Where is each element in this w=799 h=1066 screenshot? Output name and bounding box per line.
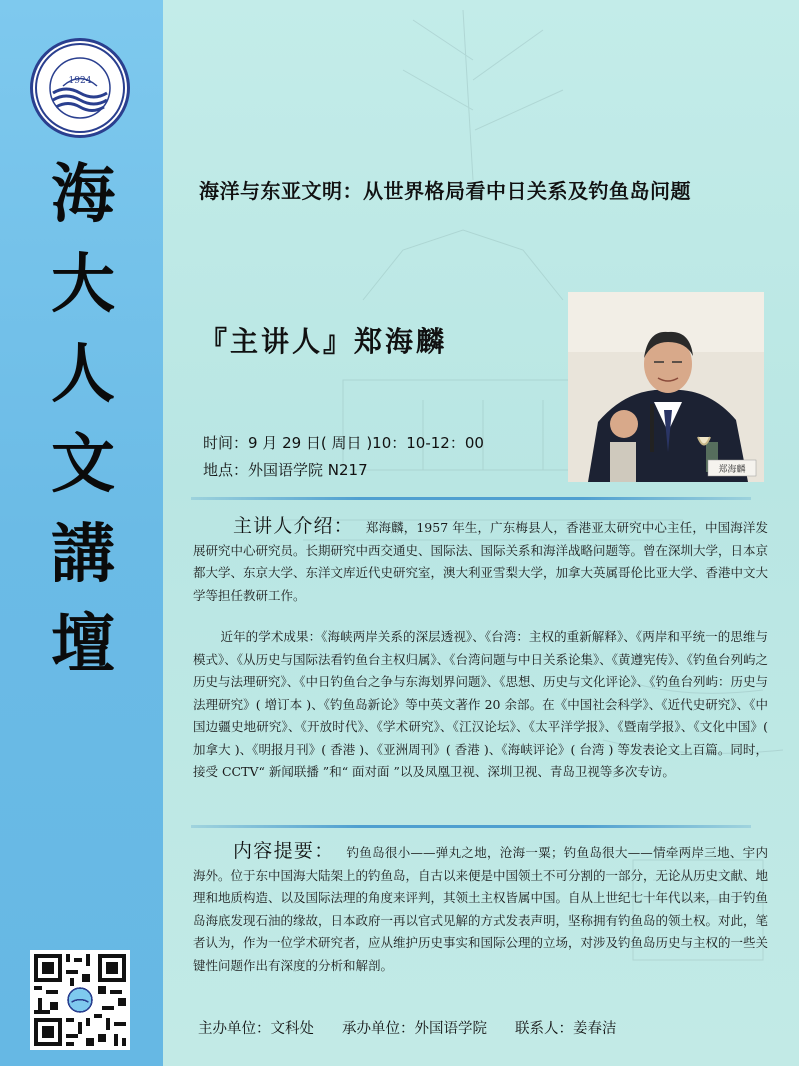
contact-info: 联系人：姜春洁 — [515, 1021, 617, 1037]
footer — [198, 1017, 788, 1038]
speaker-portrait-illustration — [568, 292, 764, 482]
section-divider — [191, 825, 751, 828]
event-time: 时间：9 月 29 日( 周日 )10：10-12：00 — [203, 434, 484, 452]
series-title-char: 文 — [51, 427, 115, 502]
speaker-bio — [193, 515, 768, 607]
qr-code-icon — [30, 950, 130, 1050]
speaker-photo — [568, 292, 764, 482]
series-title-char: 大 — [51, 247, 115, 322]
series-title-char: 海 — [51, 157, 115, 232]
achievements-paragraph: 近年的学术成果：《海峡两岸关系的深层透视》、《台湾：主权的重新解释》、《两岸和平统一的思维与模式》、《从历史与国际法看钓鱼台主权归属》、《台湾问题与中日关系论集》、《黄遵宪传》、《钓鱼台列屿之历史与法理研究》、《中日钓鱼台之争与东海划界问题》、《思想、历史与文化评论》、《钓鱼台列屿：历史与法理研究》( 增订本 )、《钓鱼岛新论》等中英文著作 20 余部。在《中国社会科学》、《近代史研究》、《中国边疆史地研究》、《开放时代》、《学术研究》、《江汉论坛》、《太平洋学报》、《暨南学报》、《文化中国》( 加拿大 )、《明报月刊》( 香港 )、《亚洲周刊》( 香港 )、《海峡评论》( 台湾 ) 等发表论文上百篇。同时，接受 CCTV“ 新闻联播 ”和“ 面对面 ”以及凤凰卫视、深圳卫视、青岛卫视等多次专访。 — [193, 629, 769, 779]
bio-intro-text: 郑海麟，1957 年生，广东梅县人，香港亚太研究中心主任，中国海洋发展研究中心研究员。长期研究中西交通史、国际法、国际关系和海洋战略问题等。曾在深圳大学，日本京都大学、东京大学、东洋文库近代史研究室，澳大利亚雪梨大学，加拿大英属哥伦比亚大学、香港中文大学等担任教研工作。 — [193, 520, 769, 603]
series-title — [38, 150, 128, 690]
summary-heading: 内容提要： — [233, 840, 335, 862]
co-organizer-info: 承办单位：外国语学院 — [342, 1021, 487, 1037]
event-title: 海洋与东亚文明：从世界格局看中日关系及钓鱼岛问题 — [199, 179, 691, 203]
main-panel — [163, 0, 799, 1066]
event-location: 地点：外国语学院 N217 — [203, 461, 368, 479]
summary-text: 钓鱼岛很小——弹丸之地，沧海一粟；钓鱼岛很大——情牵两岸三地、宇内海外。位于东中国海大陆架上的钓鱼岛，自古以来便是中国领土不可分割的一部分，无论从历史文献、地理和地质构造、以及国际法理的角度来评判，其领土主权皆属中国。自从上世纪七十年代以来，由于钓鱼岛海底发现石油的缘故，日本政府一再以官式见解的方式发表声明，坚称拥有钓鱼岛的领土权。对此，笔者认为，作为一位学术研究者，应从维护历史事实和国际公理的立场，对涉及钓鱼岛历史与主权的一些关键性问题作出有深度的分析和解剖。 — [193, 845, 769, 973]
section-divider — [191, 497, 751, 500]
logo-year: 1924 — [68, 76, 92, 86]
nameplate-text: 郑海麟 — [718, 465, 746, 475]
logo-emblem-icon — [33, 41, 127, 135]
series-title-char: 壇 — [51, 607, 115, 682]
series-title-char: 講 — [51, 517, 115, 592]
sidebar — [0, 0, 163, 1066]
qr-code[interactable] — [30, 950, 130, 1050]
university-logo — [30, 38, 130, 138]
organizer-info: 主办单位：文科处 — [198, 1021, 314, 1037]
content-summary — [193, 840, 768, 977]
series-title-char: 人 — [51, 337, 115, 412]
speaker-heading: 『主讲人』郑海麟 — [199, 325, 448, 358]
bio-heading: 主讲人介绍： — [233, 515, 354, 537]
